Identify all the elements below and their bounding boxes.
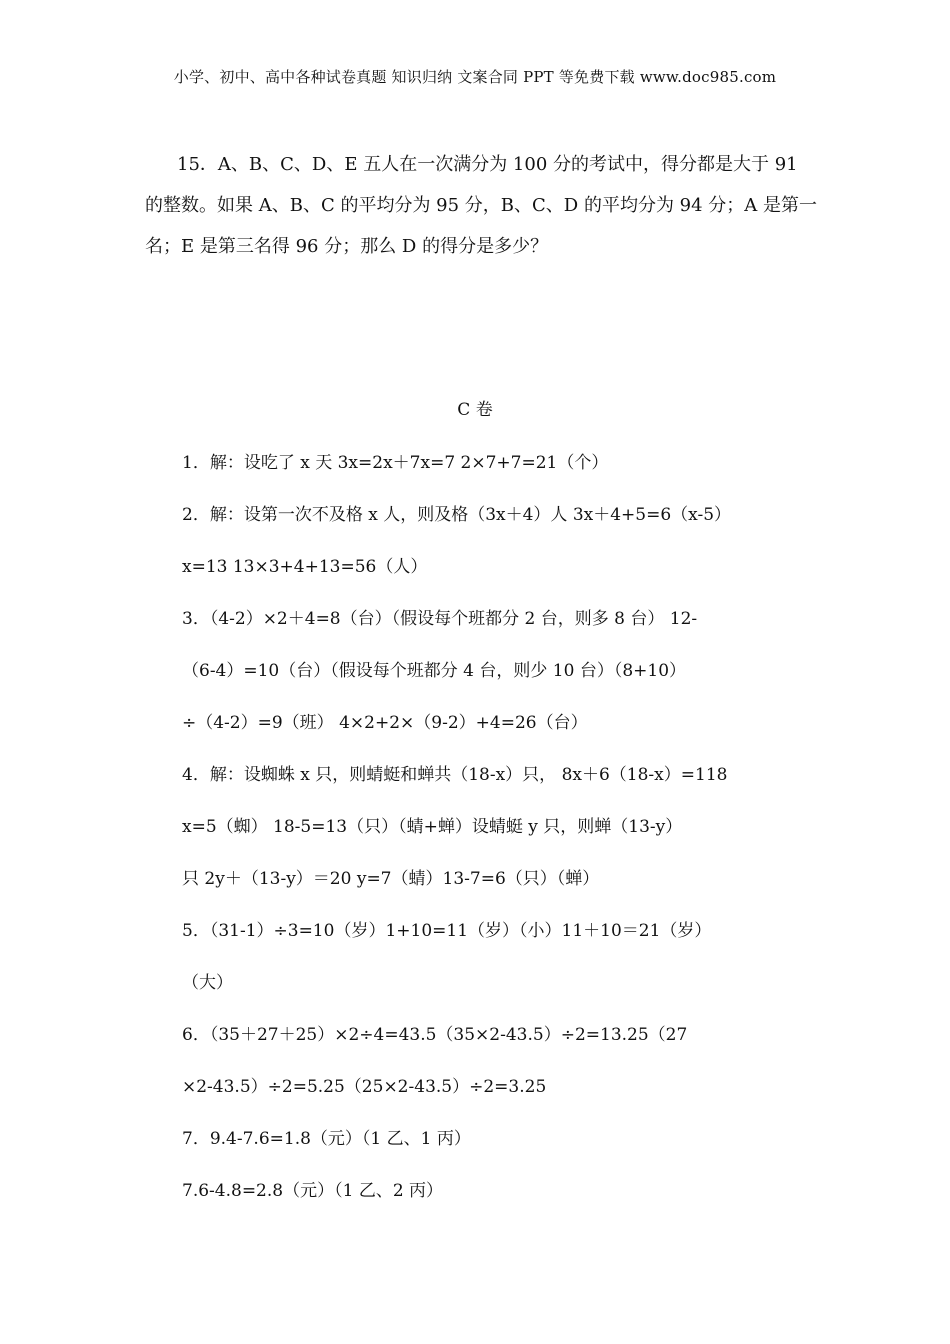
answer-line: 2．解：设第一次不及格 x 人，则及格（3x＋4）人 3x＋4+5=6（x-5） (182, 505, 732, 525)
answer-line: （大） (182, 973, 233, 993)
answer-line: ÷（4-2）=9（班） 4×2+2×（9-2）+4=26（台） (182, 713, 588, 733)
answer-line: 5．（31-1）÷3=10（岁）1+10=11（岁）（小）11＋10＝21（岁） (182, 921, 712, 941)
answer-line: （6-4）=10（台）（假设每个班都分 4 台，则少 10 台）（8+10） (182, 661, 687, 681)
section-title: C 卷 (457, 400, 493, 420)
answer-line: 4．解：设蜘蛛 x 只，则蜻蜓和蝉共（18-x）只， 8x＋6（18-x）=118 (182, 765, 728, 785)
answer-line: ×2-43.5）÷2=5.25（25×2-43.5）÷2=3.25 (182, 1077, 547, 1097)
answer-line: 只 2y＋（13-y）＝20 y=7（蜻）13-7=6（只）（蝉） (182, 869, 600, 889)
problem-15-line-3: 名；E 是第三名得 96 分；那么 D 的得分是多少？ (145, 236, 549, 257)
answer-line: x=13 13×3+4+13=56（人） (182, 557, 428, 577)
problem-15-line-1: 15．A、B、C、D、E 五人在一次满分为 100 分的考试中，得分都是大于 91 (177, 154, 798, 175)
answer-line: x=5（蜘） 18-5=13（只）（蜻+蝉）设蜻蜓 y 只，则蝉（13-y） (182, 817, 683, 837)
page-header: 小学、初中、高中各种试卷真题 知识归纳 文案合同 PPT 等免费下载 www.doc985.com (173, 68, 777, 86)
answer-line: 7.6-4.8=2.8（元）（1 乙、2 丙） (182, 1181, 444, 1201)
answer-line: 6．（35＋27＋25）×2÷4=43.5（35×2-43.5）÷2=13.25（27 (182, 1025, 688, 1045)
answer-line: 1．解：设吃了 x 天 3x=2x＋7x=7 2×7+7=21（个） (182, 453, 609, 473)
answer-line: 3．（4-2）×2＋4=8（台）（假设每个班都分 2 台，则多 8 台） 12- (182, 609, 698, 629)
problem-15-line-2: 的整数。如果 A、B、C 的平均分为 95 分，B、C、D 的平均分为 94 分；A 是第一 (145, 195, 818, 216)
answer-line: 7．9.4-7.6=1.8（元）（1 乙、1 丙） (182, 1129, 471, 1149)
